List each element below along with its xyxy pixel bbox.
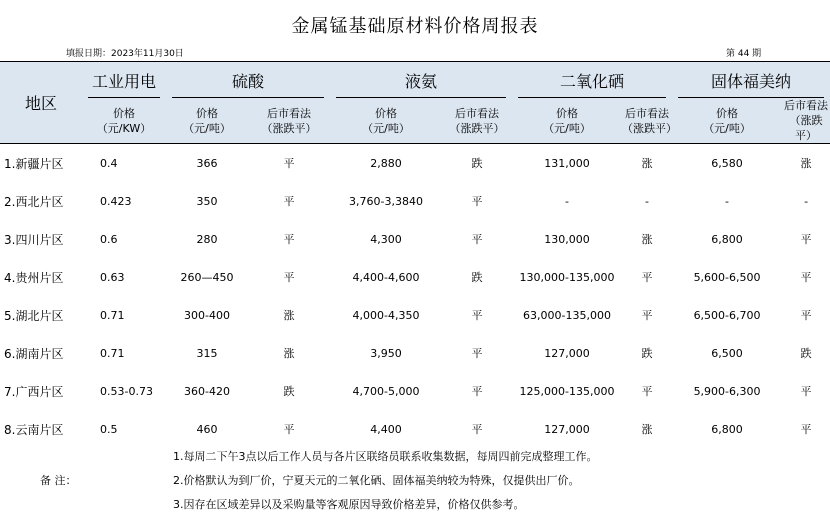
sub-header-price: 价格 （元/吨） [512,98,622,144]
cell-nh3-price: 4,300 [370,232,402,246]
cell-nh3-outlook: 平 [471,385,483,398]
sub-header-price: 价格 （元/吨） [166,98,248,144]
cell-h2so4-outlook: 平 [283,423,295,436]
sub-header-price: 价格 （元/吨） [330,98,442,144]
cell-h2so4-price: 460 [196,422,218,436]
cell-h2so4-price: 300-400 [184,308,230,322]
cell-seo2-outlook: 涨 [641,233,653,246]
cell-h2so4-price: 366 [196,156,218,170]
cell-h2so4-price: 350 [196,194,218,208]
cell-seo2-price: 130,000 [544,232,590,246]
sub-header-outlook: 后市看法 （涨跌平） [622,98,672,144]
cell-seo2-price: 125,000-135,000 [519,384,615,398]
notes-label: 备 注： [40,474,77,487]
report-title: 金属锰基础原材料价格周报表 [291,16,539,37]
note-line: 3.因存在区域差异以及采购量等客观原因导致价格差异，价格仅供参考。 [173,498,525,511]
table-row [0,220,830,258]
cell-seo2-outlook: 平 [641,309,653,322]
cell-seo2-outlook: 涨 [641,157,653,170]
cell-seo2-outlook: 跌 [641,347,653,360]
cell-h2so4-outlook: 涨 [283,347,295,360]
cell-seo2-outlook: - [645,194,650,208]
cell-fmn-price: 6,500 [711,346,743,360]
cell-h2so4-outlook: 平 [283,271,295,284]
header-solid-fumeina: 固体福美纳 [672,62,830,99]
fill-date: 填报日期：2023年11月30日 [66,49,184,59]
cell-fmn-price: 6,800 [711,232,743,246]
cell-seo2-price: 131,000 [544,156,590,170]
cell-elec-price: 0.4 [100,156,118,170]
cell-region: 6.湖南片区 [4,346,64,361]
table-row [0,144,830,183]
cell-region: 3.四川片区 [4,232,64,247]
cell-seo2-price: - [565,194,570,208]
cell-elec-price: 0.5 [100,422,118,436]
header-liquid-ammonia: 液氨 [330,62,512,99]
cell-region: 4.贵州片区 [4,270,64,285]
cell-elec-price: 0.6 [100,232,118,246]
cell-nh3-outlook: 平 [471,423,483,436]
header-region: 地区 [0,62,82,144]
cell-nh3-price: 4,000-4,350 [352,308,420,322]
cell-nh3-outlook: 平 [471,233,483,246]
cell-seo2-price: 63,000-135,000 [523,308,611,322]
cell-region: 5.湖北片区 [4,308,64,323]
note-line: 1.每周二下午3点以后工作人员与各片区联络员联系收集数据，每周四前完成整理工作。 [173,450,598,463]
cell-fmn-price: - [725,194,730,208]
cell-elec-price: 0.63 [100,270,125,284]
cell-seo2-price: 127,000 [544,422,590,436]
cell-region: 2.西北片区 [4,194,64,209]
cell-h2so4-price: 280 [196,232,218,246]
price-table [0,61,830,448]
cell-fmn-outlook: 平 [800,385,812,398]
cell-h2so4-price: 260—450 [180,270,234,284]
sub-header-outlook: 后市看法 （涨跌平） [442,98,512,144]
sub-header-elec-price: 价格 （元/KW） [82,98,166,144]
sub-header-outlook: 后市看法 （涨跌平） [782,98,830,144]
cell-seo2-outlook: 平 [641,385,653,398]
cell-nh3-outlook: 平 [471,309,483,322]
cell-region: 1.新疆片区 [4,156,64,171]
cell-seo2-outlook: 涨 [641,423,653,436]
cell-nh3-price: 4,400 [370,422,402,436]
cell-nh3-price: 3,760-3,3840 [349,194,423,208]
header-selenium-dioxide: 二氧化硒 [512,62,672,99]
table-row [0,258,830,296]
cell-nh3-outlook: 跌 [471,271,483,284]
sub-header-price: 价格 （元/吨） [672,98,782,144]
cell-fmn-outlook: 平 [800,423,812,436]
cell-fmn-outlook: 跌 [800,347,812,360]
cell-h2so4-outlook: 跌 [283,385,295,398]
cell-fmn-outlook: 平 [800,233,812,246]
cell-h2so4-outlook: 平 [283,157,295,170]
cell-nh3-price: 2,880 [370,156,402,170]
cell-h2so4-price: 360-420 [184,384,230,398]
cell-h2so4-price: 315 [196,346,218,360]
cell-fmn-outlook: - [804,194,809,208]
cell-seo2-price: 127,000 [544,346,590,360]
cell-h2so4-outlook: 涨 [283,309,295,322]
cell-nh3-outlook: 平 [471,347,483,360]
cell-elec-price: 0.71 [100,308,125,322]
cell-elec-price: 0.71 [100,346,125,360]
cell-nh3-outlook: 平 [471,195,483,208]
cell-fmn-price: 5,900-6,300 [693,384,761,398]
issue-number: 第 44 期 [726,49,762,59]
cell-elec-price: 0.53-0.73 [100,384,153,398]
cell-fmn-price: 6,580 [711,156,743,170]
table-row [0,372,830,410]
cell-fmn-price: 6,500-6,700 [693,308,761,322]
header-electricity: 工业用电 [82,62,166,99]
note-line: 2.价格默认为到厂价，宁夏天元的二氧化硒、固体福美纳较为特殊，仅提供出厂价。 [173,474,580,487]
cell-seo2-price: 130,000-135,000 [519,270,615,284]
cell-h2so4-outlook: 平 [283,233,295,246]
cell-seo2-outlook: 平 [641,271,653,284]
cell-fmn-outlook: 平 [800,309,812,322]
header-sulfuric-acid: 硫酸 [166,62,330,99]
table-row [0,410,830,448]
table-row [0,182,830,220]
cell-h2so4-outlook: 平 [283,195,295,208]
cell-fmn-price: 6,800 [711,422,743,436]
sub-header-outlook: 后市看法 （涨跌平） [248,98,330,144]
table-row [0,296,830,334]
cell-region: 7.广西片区 [4,384,64,399]
cell-nh3-price: 4,400-4,600 [352,270,420,284]
cell-nh3-outlook: 跌 [471,157,483,170]
cell-nh3-price: 3,950 [370,346,402,360]
cell-region: 8.云南片区 [4,422,64,437]
table-row [0,334,830,372]
cell-fmn-price: 5,600-6,500 [693,270,761,284]
cell-fmn-outlook: 涨 [800,157,812,170]
cell-fmn-outlook: 平 [800,271,812,284]
cell-nh3-price: 4,700-5,000 [352,384,420,398]
cell-elec-price: 0.423 [100,194,132,208]
